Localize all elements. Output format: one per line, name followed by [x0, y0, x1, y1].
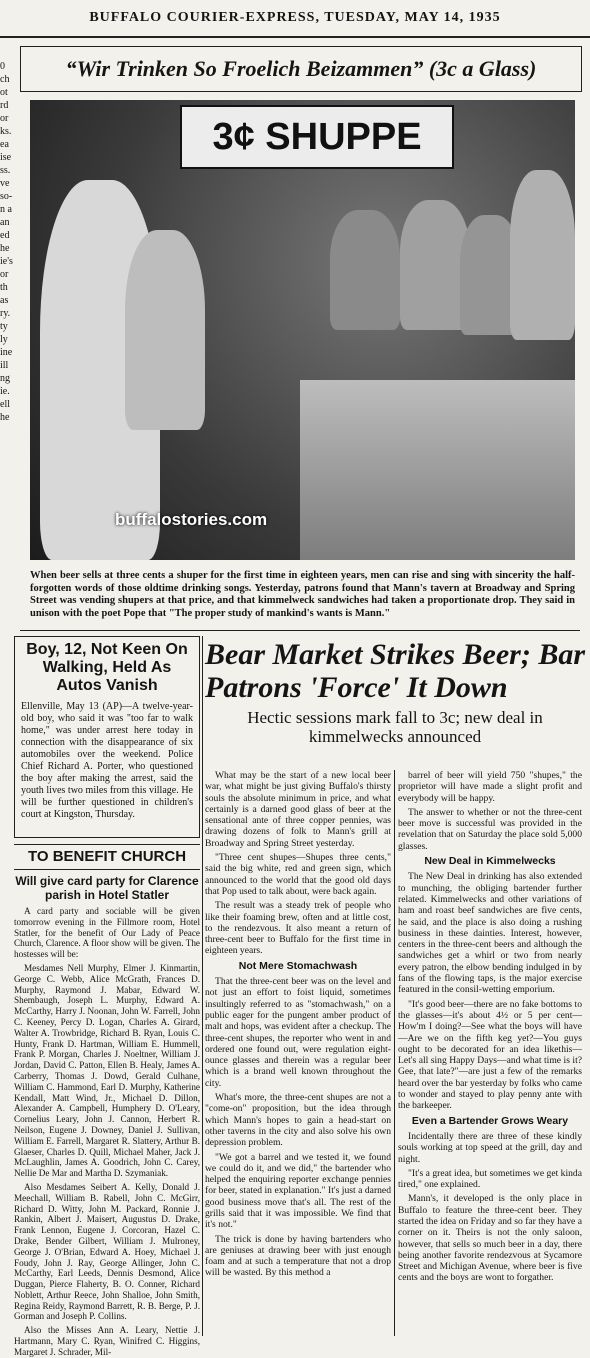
subhead-stomachwash: Not Mere Stomachwash	[238, 959, 358, 972]
story-paragraph: "It's a great idea, but sometimes we get kinda tired," one explained.	[398, 1167, 582, 1191]
masthead-rule	[0, 36, 590, 38]
church-paragraph: Mesdames Nell Murphy, Elmer J. Kinmartin, George C. Webb, Alice McGrath, Frances D. Murphy, Raymond J. Mabar, Edward W. Shembaugh, Joseph L. Murphy, Edward A. McCarthy, Harry J. Noonan, John W. Farrell, John C. Keeney, Percy D. Logan, Charles A. Girard, Walter A. Trowbridge, Richard B. Ryan, Louis C. Hunty, Frank D. Hartman, William E. Hummell, Frank P. Morgan, Charles J. Noeltner, William J. Jordan, David C. Patton, Ellen B. Healy, James A. Carberry, Thomas J. Dowd, Gerald Culhane, William C. Hammond, Earl D. Murphy, Katherine Kendall, Matt Wind, Jr., Michael D. Dillon, Alexander A. Campbell, Humphery D. O'Leary, Cornelius Leary, John J. Cannon, Herbert R. Neilson, Eugene J. Downey, Daniel J. Sullivan, William E. Farrell, Margaret R. Slattery, Arthur B. Glaeser, Charles D. Quill, Michael Maher, Jack J. McLaughlin, James A. Goodrich, John C. Carey, Nellie De Mar and Martha D. Szymaniak.	[14, 962, 200, 1179]
boy-story-headline: Boy, 12, Not Keen On Walking, Held As Autos Vanish	[26, 641, 188, 694]
church-story	[14, 844, 200, 1357]
photo-banner-headline: “Wir Trinken So Froelich Beizammen” (3c a Glass)	[20, 46, 582, 92]
church-paragraph: A card party and sociable will be given tomorrow evening in the Fillmore room, Hotel Statler, for the benefit of Our Lady of Peace Church, Clarence. A floor show will be given. The hostesses will be:	[14, 906, 200, 960]
main-story-column-1	[205, 770, 391, 1336]
main-story-headline: Bear Market Strikes Beer; Bar Patrons 'Force' It Down	[205, 638, 586, 704]
church-paragraph: Also Mesdames Seibert A. Kelly, Donald J. Meechall, William B. Rabell, John C. McGirr, Richard D. Witty, John M. Packard, Ronnie J. Rankin, Albert J. Maisert, Augustus D. Drake, Frank Lennon, Eugene J. Corcoran, Hazel C. Drake, Bender Gilbert, William J. Mulroney, George J. O'Brian, Edward A. Hoey, Michael J. Foudy, John J. Ray, George Allinger, John C. McCarthy, Earl Leeds, Dennis Desmond, Alice Duggan, Pierce Flaherty, B. O. Conner, Richard Noblett, Arthur Reece, John Shalloe, John Smith, Regina Reidy, Raymond Barrett, R. B. Berge, P. J. Gorman and Joseph P. Collins.	[14, 1181, 200, 1322]
section-rule	[20, 630, 580, 631]
main-story-column-2	[398, 770, 582, 1336]
patron-figure	[330, 210, 400, 330]
story-paragraph: That the three-cent beer was on the level and not just an effort to foist liquid, sometimes insultingly referred to as "stomachwash," on a public eager for the pungent amber product of malt and hops, was evident after a checkup. The three-cent shupes, the reporter who went in and ordered one found out, were regulation eight-ounce glasses and therein was a regular beer which is a brand well known throughout the city.	[205, 976, 391, 1089]
church-story-body	[14, 906, 200, 1358]
story-paragraph: "It's good beer—there are no fake bottoms to the glasses—it's about 4½ or 5 per cent—How'm I doing?—See what the boys will have—Are we on the fifth keg yet?—You guys ought to be decorated for an idea likethis—Let's all sing Happy Days—and what time is it? Gee, that late?"—are just a few of the remarks heard over the bar yesterday by folks who came to wonder and stayed to play penny ante with the barkeeper.	[398, 998, 582, 1112]
boy-story-box	[14, 636, 200, 838]
subhead-kimmelwecks: New Deal in Kimmelwecks	[424, 855, 556, 868]
story-paragraph: "We got a barrel and we tested it, we found we could do it, and we did," the bartender who helped the enquiring reporter exchange pennies for beer, stated in explanation." It's just a darned good business move that's all. The rest of the grills said that it was impossible. We find that it's not."	[205, 1151, 391, 1231]
column-rule	[394, 770, 395, 1336]
story-paragraph: What's more, the three-cent shupes are not a "come-on" proposition, but the idea through which Mann's hopes to gain a head-start on other taverns in the city and also solve his own depression problem.	[205, 1092, 391, 1149]
bartender-figure-2	[125, 230, 205, 430]
shuppe-sign: 3¢ SHUPPE	[180, 105, 454, 169]
bar-counter	[300, 380, 575, 560]
patron-figure	[510, 170, 575, 340]
bar-photograph	[30, 100, 575, 560]
story-paragraph: The New Deal in drinking has also extended to munching, the obliging bartender further related. Kimmelwecks and other variations of ham and roast beef sandwiches are five cents, he said, and the place is also doing a rushing business in these dainties. Interest, however, centers in the three-cent beers and although the sandwiches get a whirl or two from nearly every patron, the elbow bending indulged in by fans of the flowing taps, is the major exercise featured in the consil-wetting emporium.	[398, 871, 582, 996]
church-story-subhead: Will give card party for Clarence parish in Hotel Statler	[15, 874, 199, 902]
watermark: buffalostories.com	[115, 510, 268, 529]
main-story-deck: Hectic sessions mark fall to 3c; new deal in kimmelwecks announced	[247, 708, 543, 746]
story-paragraph: Incidentally there are three of these kindly souls working at top speed at the grill, day and night.	[398, 1130, 582, 1165]
church-paragraph: Also the Misses Ann A. Leary, Nettie J. Hartmann, Mary C. Ryan, Winifred C. Higgins, Margaret J. Schrader, Mil-	[14, 1325, 200, 1357]
story-paragraph: What may be the start of a new local beer war, what might be just giving Buffalo's thirsty souls the absolute minimum in price, and what certainly is a darned good glass of beer at the sensational ante of three copper pennies, was drawing dozens of folk to Mann's grill at Broadway and Spring Street yesterday.	[205, 770, 391, 849]
column-rule	[202, 636, 203, 1336]
photo-caption: When beer sells at three cents a shuper for the first time in eighteen years, men can rise and sing with sincerity the half-forgotten words of those oldtime drinking songs. Yesterday, patrons found that Mann's tavern at Broadway and Spring Street was vending shupers at that price, and that kimmelweck sandwiches had taken a proportionate drop. They said in unison with the poet Pope that "The proper study of mankind's wants is Mann."	[30, 570, 575, 619]
story-paragraph: barrel of beer will yield 750 "shupes," the proprietor will have made a slight profit and everybody will be happy.	[398, 770, 582, 804]
story-paragraph: The answer to whether or not the three-cent beer move is successful was provided in the revelation that on Saturday the place sold 5,000 glasses.	[398, 806, 582, 852]
church-story-headline: TO BENEFIT CHURCH	[14, 844, 200, 870]
story-paragraph: The result was a steady trek of people who like their foaming brew, often and at little cost, to the rendezvous. It also meant a return of three-cent beer to Buffalo for the first time in eighteen years.	[205, 900, 391, 957]
adjacent-column-fragment: 0 ch ot rd or ks. ea ise ss. ve so- n a an ed he ie's or th as ry. ty ly ine ill ng ie. ell he	[0, 61, 13, 423]
story-paragraph: "Three cent shupes—Shupes three cents," said the big white, red and green sign, which announced to the world that the good old days that Pop used to talk about, were back again.	[205, 852, 391, 897]
story-paragraph: The trick is done by having bartenders who are geniuses at drawing beer with just enough foam and at such a temperature that not a drop will be wasted. By this method a	[205, 1233, 391, 1279]
subhead-bartender: Even a Bartender Grows Weary	[411, 1114, 569, 1127]
story-paragraph: Mann's, it developed is the only place in Buffalo to feature the three-cent beer. They started the idea on Friday and so far they have a corner on it. Theirs is not the only saloon, however, that sells so much beer in a day, there being another favorite rendezvous at Sycamore Street and Michigan Avenue, where beer is five cents and the boys are wont to forgather.	[398, 1193, 582, 1284]
masthead: BUFFALO COURIER-EXPRESS, TUESDAY, MAY 14, 1935	[89, 10, 501, 25]
boy-story-body: Ellenville, May 13 (AP)—A twelve-year-old boy, who said it was "too far to walk home," was under arrest here today in connection with the disappearance of six automobiles over the weekend. Police Chief Richard A. Porter, who questioned the boy after making the arrest, said the youth lives two miles from this village. He will be further questioned in children's court at Kingston, Thursday.	[21, 701, 193, 820]
